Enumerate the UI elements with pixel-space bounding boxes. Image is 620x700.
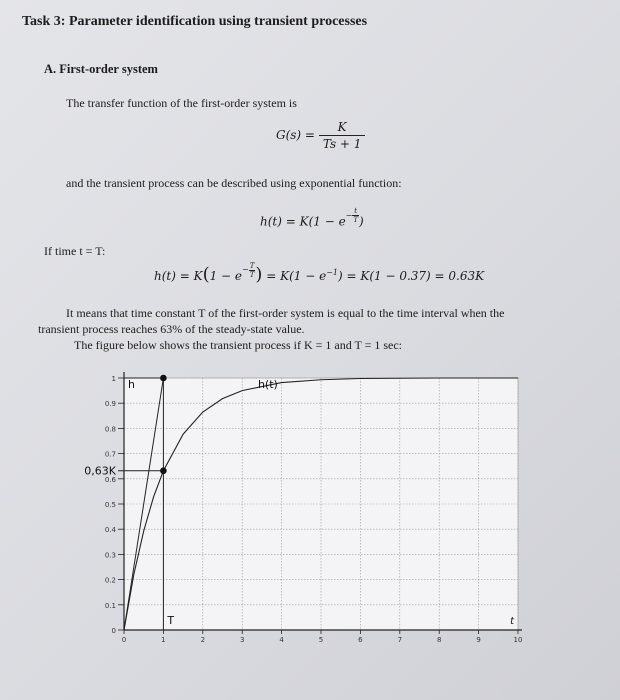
- exp-function: $h(t) = K(1 - e^{- \frac{t}{T}}$ ): [260, 207, 364, 229]
- intro-text: The transfer function of the first-order system is: [66, 96, 297, 110]
- y-tick-label: 0.8: [104, 425, 116, 434]
- x-axis-label: t: [510, 616, 515, 627]
- y-tick-label: 0.3: [104, 551, 116, 560]
- substitution-formula: $h(t) = K(1 - e^{- \frac{T}{T}}$ ) = $K(1 - e^{-1}) = K(1 - 0.37) = 0.63K$: [154, 261, 485, 285]
- transfer-function-denominator: Ts + 1: [322, 137, 362, 151]
- marker-point: [160, 467, 167, 474]
- document-page: [8, 0, 620, 700]
- transfer-function-lhs: G(s) =: [276, 128, 315, 142]
- marker-point: [160, 375, 167, 382]
- y-tick-label: 0.2: [104, 576, 116, 585]
- substitution-rhs: ) = K(1 − 0.37) = 0.63K: [337, 269, 485, 283]
- meaning-line-1: It means that time constant T of the first-order system is equal to the time interval when the: [66, 306, 505, 320]
- exp-function-rhs: ): [359, 214, 364, 229]
- y-tick-label: 0.5: [104, 501, 116, 509]
- y-tick-label: 0.1: [104, 601, 116, 610]
- x-tick-label: 0: [121, 636, 127, 644]
- x-tick-label: 3: [239, 636, 245, 644]
- x-tick-label: 6: [358, 636, 363, 644]
- x-tick-label: 9: [476, 636, 481, 644]
- y-tick-label: 0.6: [104, 475, 116, 484]
- x-tick-label: 8: [436, 636, 442, 644]
- figure-caption: The figure below shows the transient process if K = 1 and T = 1 sec:: [74, 338, 403, 352]
- y-tick-label: 0.4: [104, 526, 116, 535]
- x-tick-label: 7: [397, 636, 403, 644]
- x-tick-label: 2: [200, 636, 206, 644]
- x-tick-label: 10: [513, 636, 523, 644]
- transfer-function: [276, 120, 365, 151]
- section-title: A. First-order system: [44, 62, 158, 76]
- meaning-line-2: transient process reaches 63% of the steady-state value.: [38, 322, 305, 336]
- sixty-three-percent-label: 0,63K: [84, 464, 116, 478]
- exp-function-exp-num: t: [354, 207, 358, 215]
- curve-label: h(t): [257, 378, 278, 392]
- y-tick-label: 0: [111, 627, 116, 635]
- transient-text: and the transient process can be described using exponential function:: [66, 176, 402, 190]
- substitution-mid: = K(1 − e: [266, 269, 327, 283]
- if-time-text: If time t = T:: [44, 244, 106, 258]
- chart-grid: [124, 378, 518, 630]
- task-title: Task 3: Parameter identification using transient processes: [22, 14, 368, 29]
- transfer-function-numerator: K: [319, 120, 366, 136]
- x-tick-label: 5: [318, 636, 324, 644]
- transfer-function-fraction: [319, 120, 366, 151]
- x-tick-label: 4: [279, 636, 284, 644]
- exp-function-lhs: h(t) = K(1 − e: [260, 214, 346, 229]
- time-constant-label: T: [167, 614, 175, 627]
- transient-chart: [8, 360, 608, 680]
- substitution-mid-exp: −1: [326, 268, 338, 277]
- y-tick-label: 0.7: [104, 450, 116, 459]
- x-tick-label: 1: [161, 636, 166, 644]
- substitution-lhs: h(t) = K: [154, 269, 203, 283]
- y-tick-label: 1: [111, 375, 116, 383]
- exp-function-exp-den: T: [353, 216, 359, 224]
- y-tick-label: 0.9: [104, 400, 116, 409]
- y-axis-label: h: [128, 378, 135, 391]
